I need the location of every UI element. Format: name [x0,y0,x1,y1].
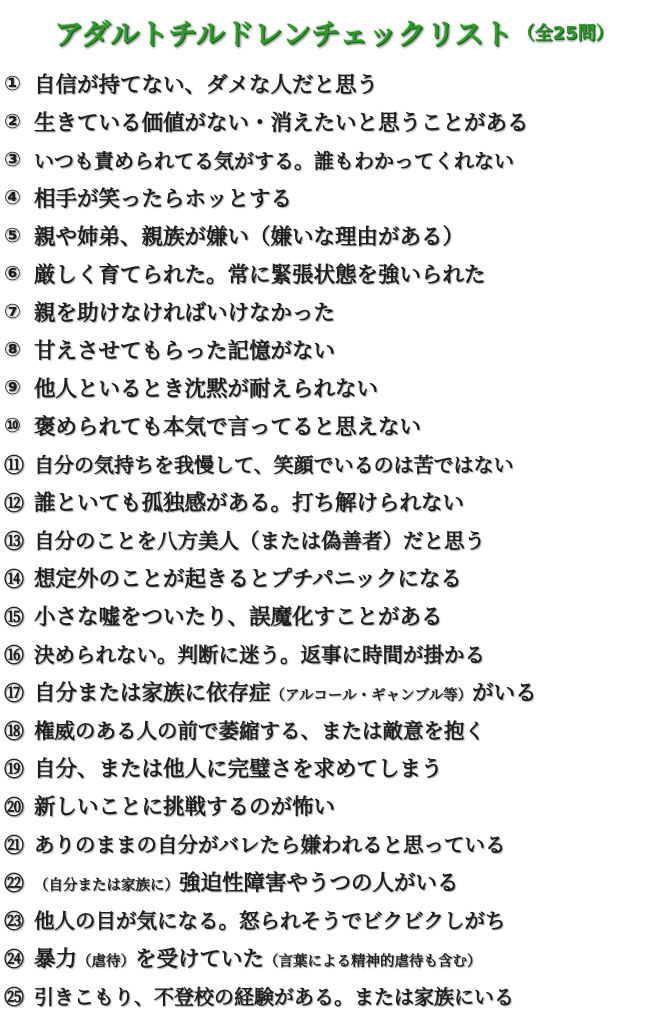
item-text: 自分の気持ちを我慢して、笑顔でいるのは苦ではない [34,452,514,477]
item-text-main: 自分または家族に依存症 [34,680,271,706]
item-text: 親を助けなければいけなかった [34,300,336,326]
item-text: ありのままの自分がバレたら嫌われると思っている [34,833,506,857]
item-number: ⑧ [4,337,21,361]
list-item [4,900,664,938]
list-item [4,748,664,786]
item-text: 決められない。判断に迷う。返事に時間が掛かる [34,643,485,667]
item-text [34,676,537,707]
item-text-main: 強迫性障害やうつの人がいる [179,870,459,896]
item-text-note: （自分または家族に） [34,877,179,894]
item-text: 想定外のことが起きるとプチパニックになる [34,566,462,592]
item-text-end: を受けていた [135,946,265,972]
list-item [4,558,664,596]
item-text: 引きこもり、不登校の経験がある。または家族にいる [34,984,514,1009]
list-item [4,330,664,368]
item-text: 権威のある人の前で萎縮する、または敵意を抱く [34,719,485,743]
item-text: 自信が持てない、ダメな人だと思う [34,72,379,98]
item-number: ⑰ [4,680,24,705]
item-number: ⑲ [4,756,24,781]
list-item [4,254,664,292]
list-item [4,824,664,862]
list-item [4,634,664,672]
item-number: ⑬ [4,528,24,553]
item-text: 親や姉弟、親族が嫌い（嫌いな理由がある） [34,224,465,250]
list-item [4,216,664,254]
item-number: ⑫ [4,490,24,515]
item-number: ⑨ [4,375,21,399]
item-number: ① [4,71,21,95]
list-item [4,482,664,520]
list-item [4,406,664,444]
item-text: 自分のことを八方美人（または偽善者）だと思う [34,529,485,553]
item-number: ⑱ [4,718,24,743]
item-number: ⑭ [4,566,24,591]
item-number: ⑪ [4,452,24,477]
item-text [34,866,459,897]
item-number: ⑦ [4,299,21,323]
item-text-note-2: （言葉による精神的虐待も含む） [264,953,482,970]
item-text: 他人の目が気になる。怒られそうでビクビクしがち [34,909,506,933]
list-item [4,596,664,634]
item-text: 褒められても本気で言ってると思えない [34,414,422,440]
item-number: ⑤ [4,223,21,247]
item-number: ㉔ [4,946,24,971]
list-item [4,140,664,178]
list-item [4,862,664,900]
item-number: ⑳ [4,794,24,819]
item-text: 生きている価値がない・消えたいと思うことがある [34,110,529,136]
item-text: 厳しく育てられた。常に緊張状態を強いられた [34,262,486,288]
page-title: アダルトチルドレンチェックリスト [54,16,513,51]
item-number: ㉕ [4,984,24,1009]
item-text: 他人といるとき沈黙が耐えられない [34,376,379,402]
item-number: ㉒ [4,870,24,895]
item-number: ⑮ [4,604,24,629]
item-number: ③ [4,147,21,171]
item-text: 誰といても孤独感がある。打ち解けられない [34,490,465,516]
checklist [4,64,664,1014]
item-number: ② [4,109,21,133]
item-number: ㉓ [4,908,24,933]
list-item [4,786,664,824]
page-subtitle: （全25問） [516,23,614,44]
item-text: 新しいことに挑戦するのが怖い [34,794,336,820]
list-item [4,102,664,140]
list-item [4,672,664,710]
list-item [4,938,664,976]
item-text: 自分、または他人に完璧さを求めてしまう [34,756,443,782]
item-text-main: 暴力 [34,946,78,972]
item-number: ⑯ [4,642,24,667]
item-text: 小さな嘘をついたり、誤魔化すことがある [34,604,443,630]
list-item [4,520,664,558]
item-text-note: （虐待） [77,953,136,970]
item-text: 甘えさせてもらった記憶がない [34,338,336,364]
list-item [4,292,664,330]
title-banner [0,0,668,64]
item-number: ④ [4,185,21,209]
item-text-note: （アルコール・ギャンブル等） [270,687,473,704]
item-text-end: がいる [472,680,537,706]
item-text: いつも責められてる気がする。誰もわかってくれない [34,148,514,173]
item-text: 相手が笑ったらホッとする [34,186,293,212]
item-number: ⑥ [4,261,21,285]
list-item [4,976,664,1014]
item-number: ⑩ [4,413,21,437]
list-item [4,368,664,406]
item-number: ㉑ [4,832,24,857]
list-item [4,178,664,216]
list-item [4,444,664,482]
list-item [4,710,664,748]
item-text [34,942,482,973]
list-item [4,64,664,102]
